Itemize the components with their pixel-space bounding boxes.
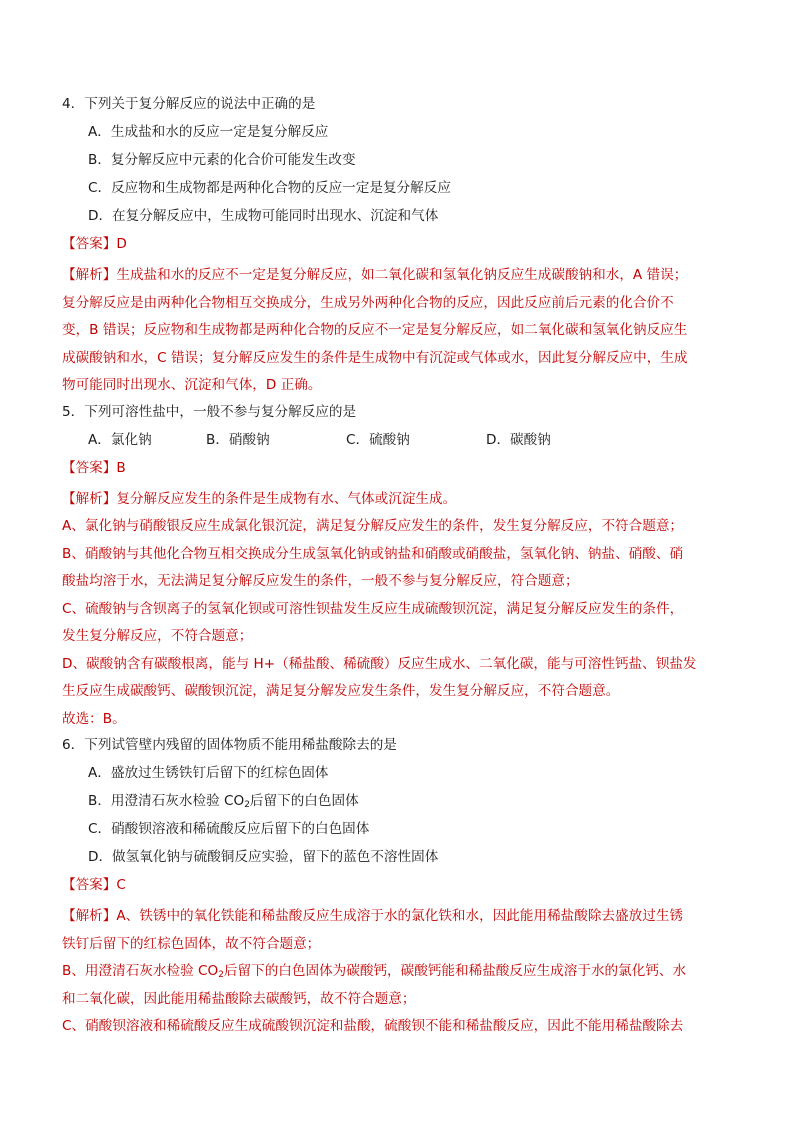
question-6-option-a: A．盛放过生锈铁钉后留下的红棕色固体 <box>88 765 329 781</box>
question-5-answer <box>62 458 742 478</box>
question-5-stem: 5．下列可溶性盐中，一般不参与复分解反应的是 <box>62 403 357 420</box>
analysis-line: 和二氧化碳，因此能用稀盐酸除去碳酸钙，故不符合题意； <box>62 990 416 1007</box>
answer-value: D <box>116 236 127 252</box>
analysis-line: 酸盐均溶于水，无法满足复分解反应发生的条件，一般不参与复分解反应，符合题意； <box>62 573 579 589</box>
analysis-line: 物可能同时出现水、沉淀和气体，D 正确。 <box>62 377 322 393</box>
analysis-line: 变，B 错误；反应物和生成物都是两种化合物的反应不一定是复分解反应，如二氧化碳和氢氧化钠反应生 <box>62 322 688 338</box>
question-5-option-b: B．硝酸钠 <box>206 431 270 448</box>
analysis-line: 复分解反应是由两种化合物相互交换成分，生成另外两种化合物的反应，因此反应前后元素的化合价不 <box>62 294 674 311</box>
analysis-line: A、氯化钠与硝酸银反应生成氯化银沉淀，满足复分解反应发生的条件，发生复分解反应，不符合题意； <box>62 518 684 534</box>
analysis-line: 生反应生成碳酸钙、碳酸钡沉淀，满足复分解发应发生条件，发生复分解反应，不符合题意。 <box>62 683 620 699</box>
analysis-line: 【解析】复分解反应发生的条件是生成物有水、气体或沉淀生成。 <box>62 490 457 507</box>
analysis-line: 铁钉后留下的红棕色固体，故不符合题意； <box>62 935 321 952</box>
question-6-option-b: B．用澄清石灰水检验 $CO_2$后留下的白色固体 <box>88 793 359 810</box>
analysis-tag: 【解析】 <box>62 908 117 924</box>
answer-tag: 【答案】 <box>62 877 117 893</box>
question-6-answer <box>62 875 742 895</box>
question-4-stem: 4．下列关于复分解反应的说法中正确的是 <box>62 96 316 112</box>
question-5-option-c: C．硫酸钠 <box>346 431 410 448</box>
answer-value: B <box>116 459 126 476</box>
question-4-option-d: D．在复分解反应中，生成物可能同时出现水、沉淀和气体 <box>88 208 439 224</box>
document-content <box>62 94 742 1041</box>
analysis-line: 【解析】生成盐和水的反应不一定是复分解反应，如二氧化碳和氢氧化钠反应生成碳酸钠和水，A 错误； <box>62 267 688 283</box>
question-5-options <box>62 430 742 450</box>
question-6-analysis <box>62 903 742 1041</box>
question-6-option-d: D．做氢氧化钠与硫酸铜反应实验，留下的蓝色不溶性固体 <box>88 849 439 865</box>
question-4-option-a: A．生成盐和水的反应一定是复分解反应 <box>88 124 329 140</box>
question-5-option-a: A．氯化钠 <box>88 431 152 448</box>
answer-tag: 【答案】 <box>62 236 117 252</box>
question-4-option-c: C．反应物和生成物都是两种化合物的反应一定是复分解反应 <box>88 180 451 196</box>
question-5-analysis <box>62 486 742 734</box>
question-6-option-c: C．硝酸钡溶液和稀硫酸反应后留下的白色固体 <box>88 821 370 837</box>
analysis-line: 成碳酸钠和水，C 错误；复分解反应发生的条件是生成物中有沉淀或气体或水，因此复分解反应中，生成 <box>62 349 688 366</box>
analysis-line: C、硝酸钡溶液和稀硫酸反应生成硫酸钡沉淀和盐酸，硫酸钡不能和稀盐酸反应，因此不能用稀盐酸除去 <box>62 1018 684 1034</box>
analysis-line: D、碳酸钠含有碳酸根离，能与 H+（稀盐酸、稀硫酸）反应生成水、二氧化碳，能与可溶性钙盐、钡盐发 <box>62 655 697 672</box>
question-4-option-b: B．复分解反应中元素的化合价可能发生改变 <box>88 152 356 168</box>
answer-value: C <box>116 877 126 893</box>
analysis-tag: 【解析】 <box>62 267 117 283</box>
question-5-option-d: D．碳酸钠 <box>486 431 551 448</box>
analysis-line: 【解析】A、铁锈中的氧化铁能和稀盐酸反应生成溶于水的氯化铁和水，因此能用稀盐酸除去盛放过生锈 <box>62 908 684 924</box>
analysis-line: C、硫酸钠与含钡离子的氢氧化钡或可溶性钡盐发生反应生成硫酸钡沉淀，满足复分解反应发生的条件， <box>62 600 684 617</box>
analysis-tag: 【解析】 <box>62 490 117 507</box>
analysis-line: B、硝酸钠与其他化合物互相交换成分生成氢氧化钠或钠盐和硝酸或硝酸盐，氢氧化钠、钠盐、硝酸、硝 <box>62 545 684 562</box>
analysis-line: B、用澄清石灰水检验 $CO_2$后留下的白色固体为碳酸钙，碳酸钙能和稀盐酸反应生成溶于水的氯化钙、水 <box>62 963 687 980</box>
analysis-line: 发生复分解反应，不符合题意； <box>62 628 253 644</box>
question-6-stem: 6．下列试管壁内残留的固体物质不能用稀盐酸除去的是 <box>62 737 397 753</box>
question-4-answer <box>62 234 742 254</box>
question-4-analysis <box>62 262 742 400</box>
answer-tag: 【答案】 <box>62 459 117 476</box>
analysis-line: 故选：B。 <box>62 710 126 727</box>
